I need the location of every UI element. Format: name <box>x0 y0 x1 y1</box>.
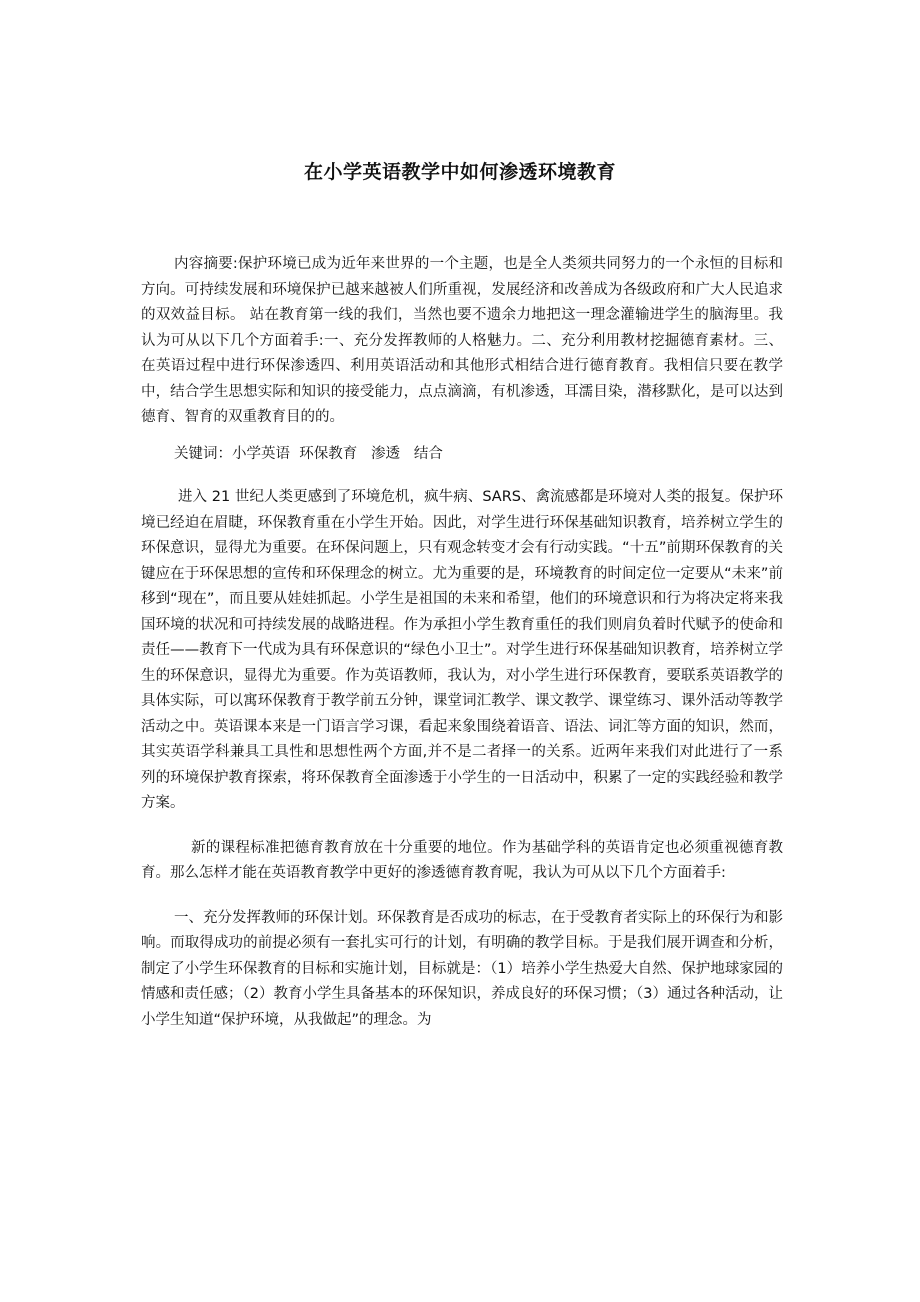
keywords-line: 关键词：小学英语 环保教育 渗透 结合 <box>174 445 443 462</box>
body-paragraph-2: 新的课程标准把德育教育放在十分重要的地位。作为基础学科的英语肯定也必须重视德育教育。那么怎样才能在英语教育教学中更好的渗透德育教育呢，我认为可从以下几个方面着手: <box>141 839 783 881</box>
abstract-paragraph: 内容摘要:保护环境已成为近年来世界的一个主题，也是全人类须共同努力的一个永恒的目标和方向。可持续发展和环境保护已越来越被人们所重视，发展经济和改善成为各级政府和广大人民追求的双效益目标。 站在教育第一线的我们，当然也要不遗余力地把这一理念灌输进学生的脑海里。我认为可从以下几个方面着手:一、充分发挥教师的人格魅力。二、充分利用教材挖掘德育素材。三、在英语过程中进行环保渗透四、利用英语活动和其他形式相结合进行德育教育。我相信只要在教学中，结合学生思想实际和知识的接受能力，点点滴滴，有机渗透，耳濡目染，潜移默化，是可以达到德育、智育的双重教育目的的。 <box>141 256 783 425</box>
document-body <box>141 252 783 1033</box>
document-title: 在小学英语教学中如何渗透环境教育 <box>303 161 616 183</box>
body-paragraph-1: 进入 21 世纪人类更感到了环境危机，疯牛病、SARS、禽流感都是环境对人类的报复。保护环境已经迫在眉睫，环保教育重在小学生开始。因此，对学生进行环保基础知识教育，培养树立学生的环保意识，显得尤为重要。在环保问题上，只有观念转变才会有行动实践。“十五”前期环保教育的关键应在于环保思想的宣传和环保理念的树立。尤为重要的是，环境教育的时间定位一定要从“未来”前移到“现在”，而且要从娃娃抓起。小学生是祖国的未来和希望，他们的环境意识和行为将决定将来我国环境的状况和可持续发展的战略进程。作为承担小学生教育重任的我们则肩负着时代赋予的使命和责任——教育下一代成为具有环保意识的“绿色小卫士”。对学生进行环保基础知识教育，培养树立学生的环保意识，显得尤为重要。作为英语教师，我认为，对小学生进行环保教育，要联系英语教学的具体实际，可以寓环保教育于教学前五分钟，课堂词汇教学、课文教学、课堂练习、课外活动等教学活动之中。英语课本来是一门语言学习课，看起来象围绕着语音、语法、词汇等方面的知识，然而，其实英语学科兼具工具性和思想性两个方面,并不是二者择一的关系。近两年来我们对此进行了一系列的环境保护教育探索，将环保教育全面渗透于小学生的一日活动中，积累了一定的实践经验和教学方案。 <box>141 489 783 811</box>
body-paragraph-3: 一、充分发挥教师的环保计划。环保教育是否成功的标志，在于受教育者实际上的环保行为和影响。而取得成功的前提必须有一套扎实可行的计划，有明确的教学目标。于是我们展开调查和分析，制定了小学生环保教育的目标和实施计划，目标就是：（1）培养小学生热爱大自然、保护地球家园的情感和责任感；（2）教育小学生具备基本的环保知识，养成良好的环保习惯；（3）通过各种活动，让小学生知道“保护环境，从我做起”的理念。为 <box>141 909 783 1028</box>
